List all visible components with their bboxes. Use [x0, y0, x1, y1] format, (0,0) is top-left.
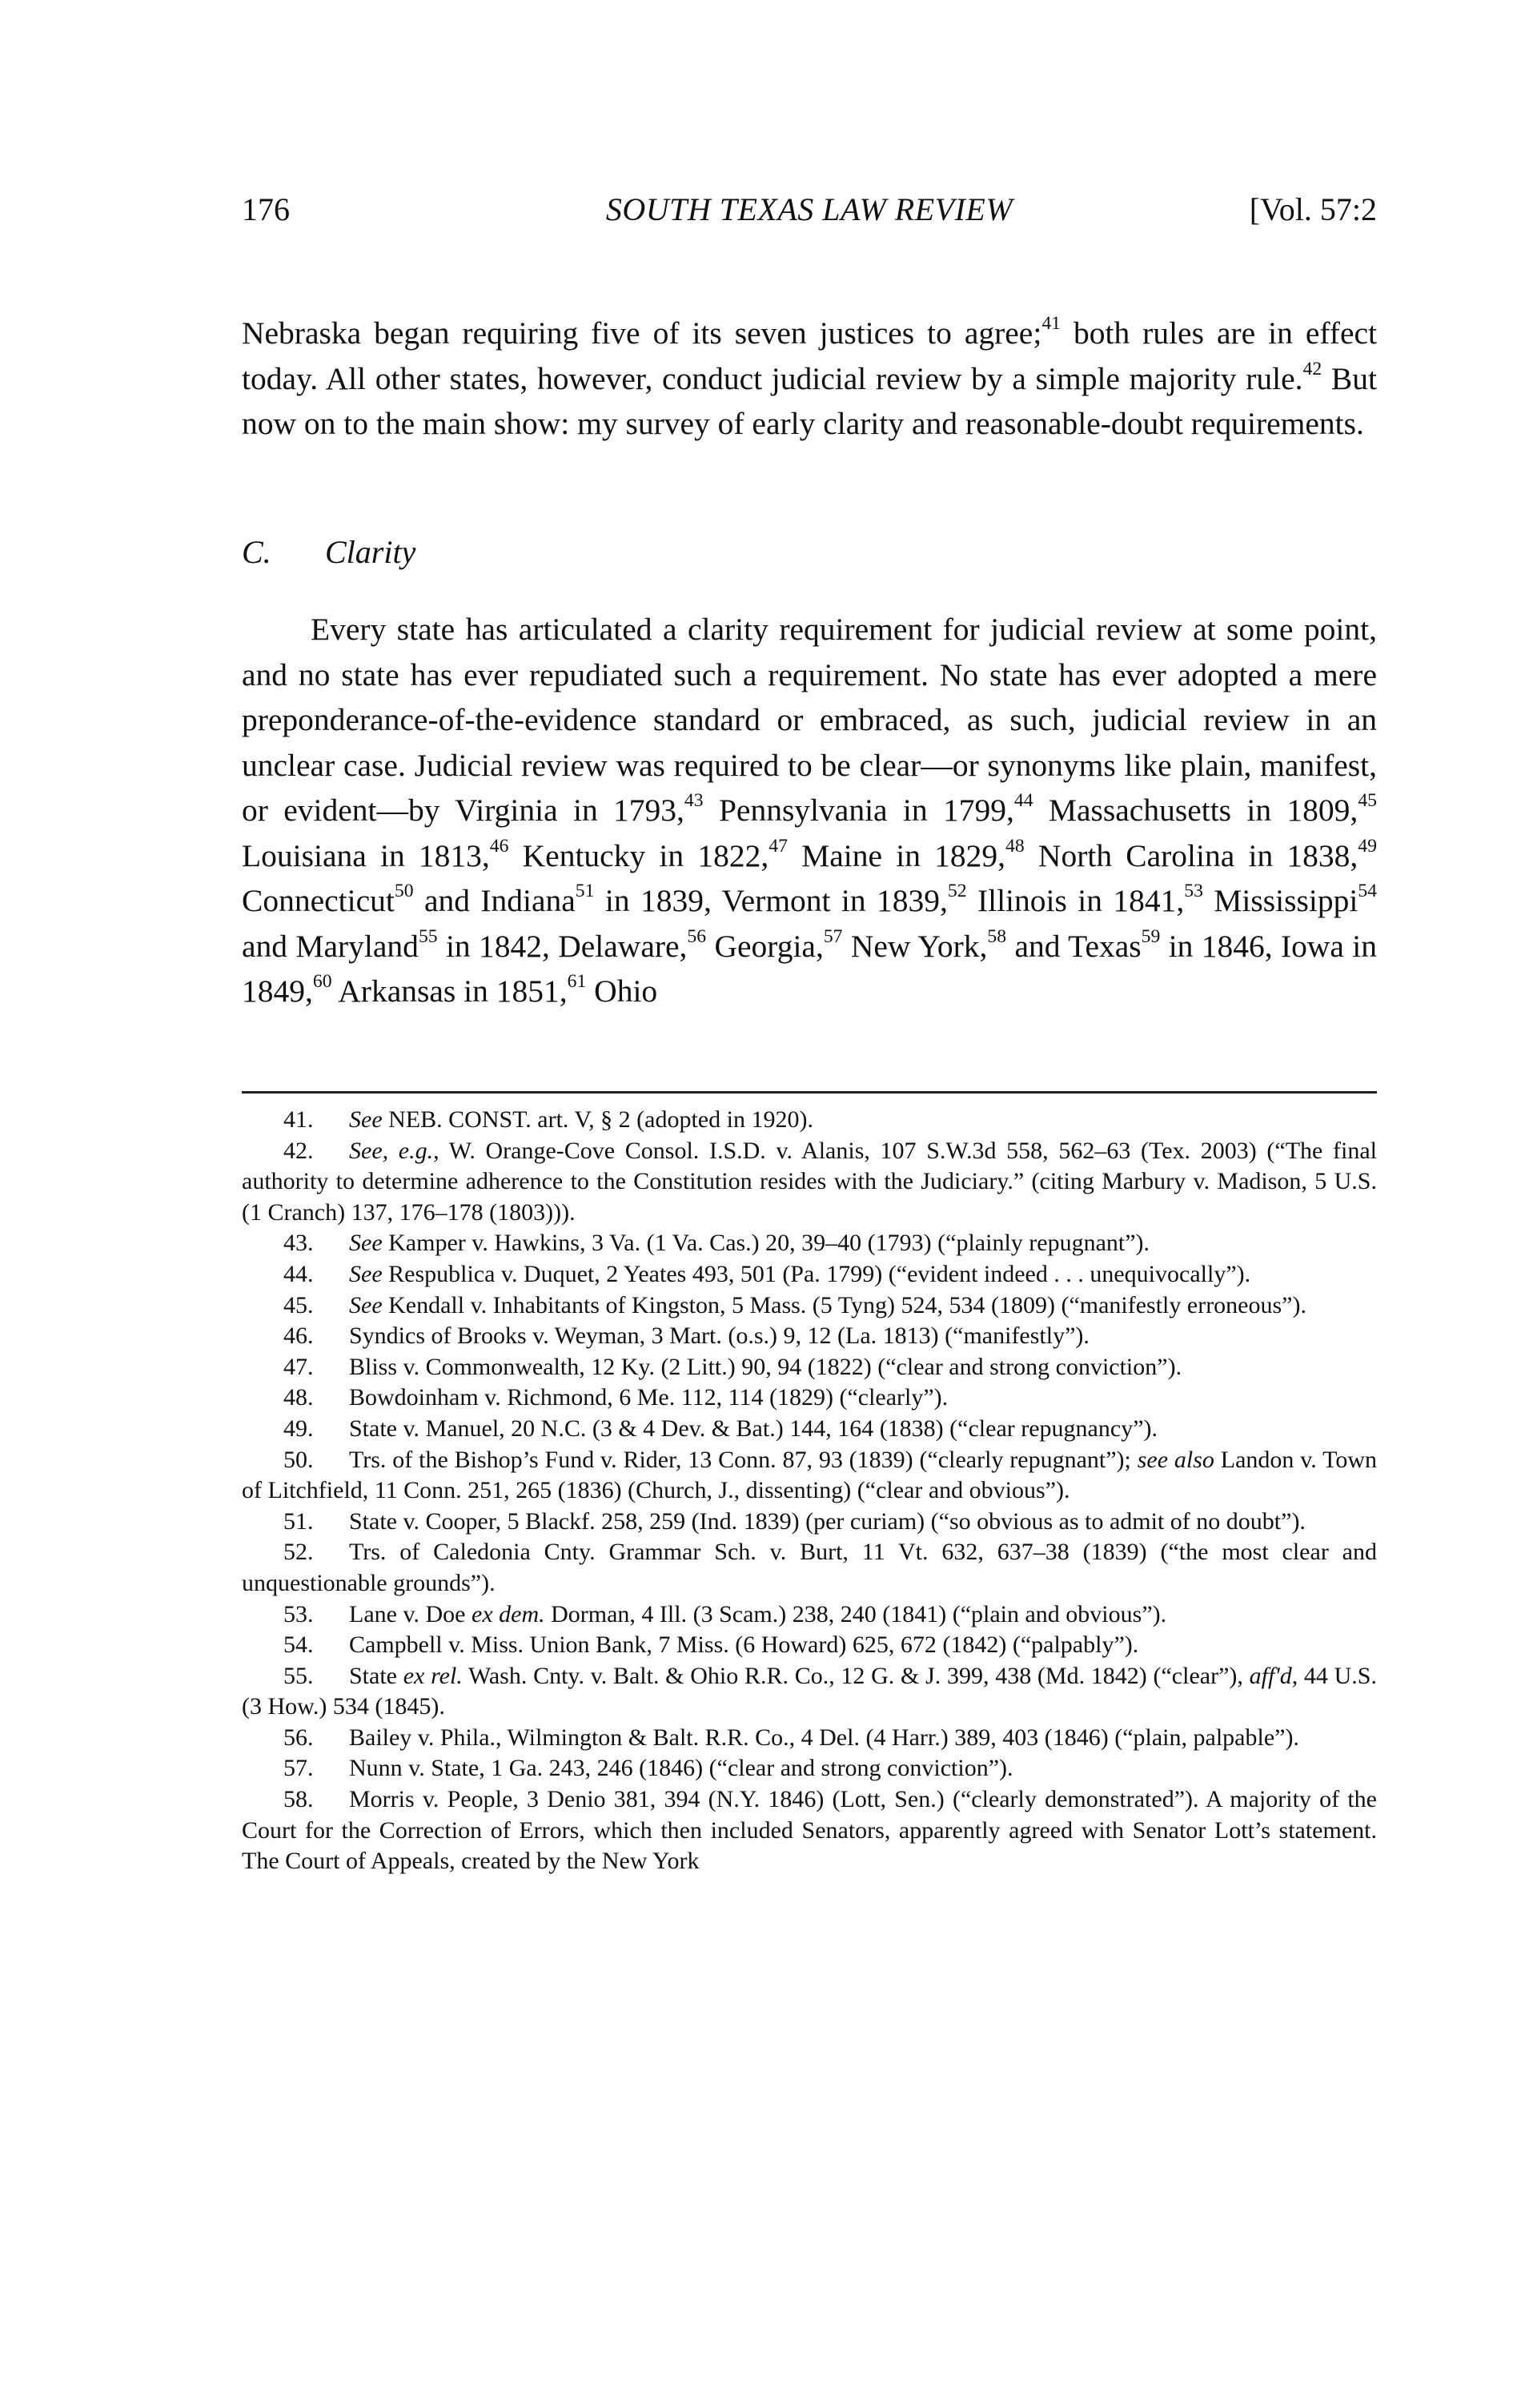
volume-label: [Vol. 57:2 — [1249, 191, 1377, 227]
footnote-54: 54. Campbell v. Miss. Union Bank, 7 Miss. (6 Howard) 625, 672 (1842) (“palpably”). — [283, 1631, 1139, 1659]
footnote-ref[interactable]: 51 — [575, 881, 595, 902]
footnote-43: 43. See Kamper v. Hawkins, 3 Va. (1 Va. Cas.) 20, 39–40 (1793) (“plainly repugnant”). — [283, 1230, 1150, 1257]
footnote-57: 57. Nunn v. State, 1 Ga. 243, 246 (1846) (“clear and strong conviction”). — [283, 1755, 1013, 1782]
footnote-ref[interactable]: 45 — [1358, 790, 1377, 812]
footnote-ref[interactable]: 48 — [1005, 835, 1025, 857]
footnote-ref[interactable]: 41 — [1041, 313, 1061, 335]
footnote-ref[interactable]: 57 — [823, 925, 843, 947]
journal-title: SOUTH TEXAS LAW REVIEW — [605, 191, 1013, 227]
footnote-ref[interactable]: 52 — [947, 881, 967, 902]
footnote-ref[interactable]: 47 — [768, 835, 788, 857]
footnote-45: 45. See Kendall v. Inhabitants of Kingston, 5 Mass. (5 Tyng) 524, 534 (1809) (“manifestly erroneous”). — [283, 1291, 1306, 1318]
footnote-50: 50. Trs. of the Bishop’s Fund v. Rider, 13 Conn. 87, 93 (1839) (“clearly repugnant”); see also Landon v. Town of Litchfield, 11 Conn. 251, 265 (1836) (Church, J., dissenting) (“clear and obvious”). — [242, 1446, 1377, 1504]
footnote-ref[interactable]: 55 — [418, 925, 438, 947]
page-number: 176 — [242, 191, 290, 227]
footnotes — [242, 1105, 1377, 1877]
footnote-ref[interactable]: 46 — [489, 835, 509, 857]
footnote-ref[interactable]: 50 — [394, 881, 414, 902]
footnote-ref[interactable]: 42 — [1302, 358, 1322, 379]
footnote-53: 53. Lane v. Doe ex dem. Dorman, 4 Ill. (3 Scam.) 238, 240 (1841) (“plain and obvious”). — [283, 1600, 1167, 1627]
footnote-42: 42. See, e.g., W. Orange-Cove Consol. I.S.D. v. Alanis, 107 S.W.3d 558, 562–63 (Tex. 2003) (“The final authority to determine adherence to the Constitution resides with the Judiciary.” (citing Marbury v. Madison, 5 U.S. (1 Cranch) 137, 176–178 (1803))). — [242, 1137, 1377, 1226]
footnote-46: 46. Syndics of Brooks v. Weyman, 3 Mart. (o.s.) 9, 12 (La. 1813) (“manifestly”). — [283, 1322, 1090, 1350]
footnote-ref[interactable]: 49 — [1358, 835, 1377, 857]
footnote-ref[interactable]: 59 — [1141, 925, 1161, 947]
running-header — [242, 191, 1377, 239]
footnote-ref[interactable]: 60 — [312, 971, 332, 993]
body-paragraph-clarity: Every state has articulated a clarity requirement for judicial review at some point, and no state has ever repudiated such a requirement. No state has ever adopted a mere preponderance-of-the-evidence standard or embraced, as such, judicial review in an unclear case. Judicial review was required to be clear—or synonyms like plain, manifest, or evident—by Virginia in 1793,43 Pennsylvania in 1799,44 Massachusetts in 1809,45 Louisiana in 1813,46 Kentucky in 1822,47 Maine in 1829,48 North Carolina in 1838,49 Connecticut$^{50}$ and Indiana$^{51}$ in 1839, Vermont in 1839,52 Illinois in 1841,53 Mississippi$^{54}$ and Maryland$^{55}$ in 1842, Delaware,$^{56}$ Georgia,$^{57}$ New York,$^{58}$ and Texas$^{59}$ in 1846, Iowa in 1849,60 Arkansas in 1851,61 Ohio — [242, 612, 1377, 1009]
footnote-ref[interactable]: 53 — [1184, 881, 1203, 902]
footnote-49: 49. State v. Manuel, 20 N.C. (3 & 4 Dev. & Bat.) 144, 164 (1838) (“clear repugnancy”). — [283, 1415, 1158, 1442]
footnote-ref[interactable]: 43 — [684, 790, 704, 812]
footnote-56: 56. Bailey v. Phila., Wilmington & Balt. R.R. Co., 4 Del. (4 Harr.) 389, 403 (1846) (“plain, palpable”). — [283, 1724, 1299, 1751]
footnote-41: 41. See NEB. CONST. art. V, § 2 (adopted in 1920). — [283, 1106, 813, 1133]
section-title: Clarity — [325, 534, 416, 570]
footnote-44: 44. See Respublica v. Duquet, 2 Yeates 493, 501 (Pa. 1799) (“evident indeed . . . unequivocally”). — [283, 1260, 1251, 1287]
section-letter: C. — [242, 534, 271, 570]
footnote-51: 51. State v. Cooper, 5 Blackf. 258, 259 (Ind. 1839) (per curiam) (“so obvious as to admit of no doubt”). — [283, 1507, 1306, 1535]
footnote-52: 52. Trs. of Caledonia Cnty. Grammar Sch. v. Burt, 11 Vt. 632, 637–38 (1839) (“the most clear and unquestionable grounds”). — [242, 1539, 1377, 1596]
footnote-48: 48. Bowdoinham v. Richmond, 6 Me. 112, 114 (1829) (“clearly”). — [283, 1384, 949, 1411]
footnote-ref[interactable]: 54 — [1358, 881, 1377, 902]
footnote-ref[interactable]: 44 — [1013, 790, 1033, 812]
footnote-47: 47. Bliss v. Commonwealth, 12 Ky. (2 Litt.) 90, 94 (1822) (“clear and strong conviction”). — [283, 1353, 1182, 1380]
footnote-ref[interactable]: 58 — [987, 925, 1007, 947]
section-heading — [242, 533, 415, 571]
footnote-55: 55. State ex rel. Wash. Cnty. v. Balt. & Ohio R.R. Co., 12 G. & J. 399, 438 (Md. 1842) (“clear”), aff'd, 44 U.S. (3 How.) 534 (1845). — [242, 1662, 1377, 1720]
footnote-divider — [242, 1091, 1377, 1094]
footnote-ref[interactable]: 56 — [687, 925, 707, 947]
footnote-58: 58. Morris v. People, 3 Denio 381, 394 (N.Y. 1846) (Lott, Sen.) (“clearly demonstrated”). A majority of the Court for the Correction of Errors, which then included Senators, apparently agreed with Senator Lott’s statement. The Court of Appeals, created by the New York — [242, 1786, 1377, 1875]
body-paragraph-continued: Nebraska began requiring five of its seven justices to agree;$^{41}$ both rules are in effect today. All other states, however, conduct judicial review by a simple majority rule.$^{42}$ But now on to the main show: my survey of early clarity and reasonable-doubt requirements. — [242, 313, 1378, 441]
footnote-ref[interactable]: 61 — [567, 971, 587, 993]
